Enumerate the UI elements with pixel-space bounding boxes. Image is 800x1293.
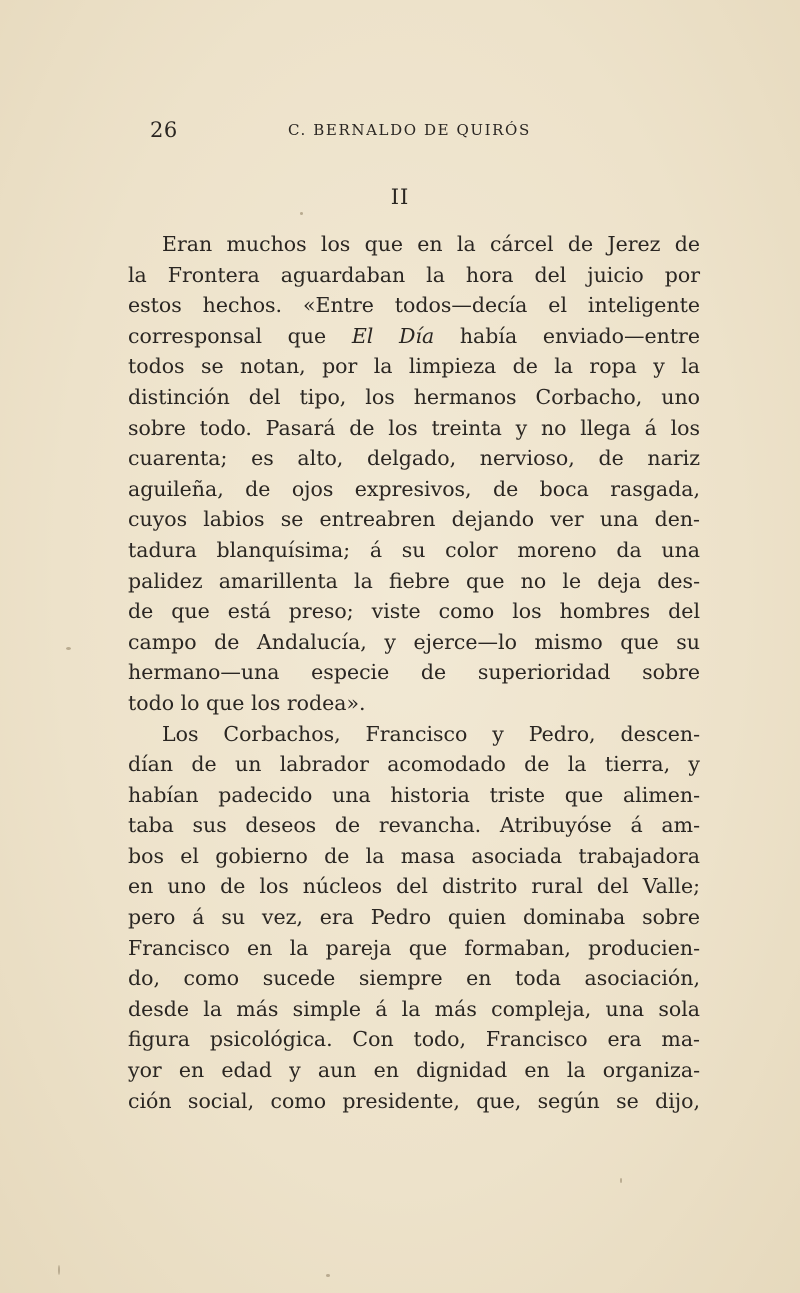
text-line: todos se notan, por la limpieza de la ropa y la — [128, 354, 700, 379]
paper-speck — [66, 647, 71, 650]
text-line: palidez amarillenta la fiebre que no le deja des- — [128, 568, 700, 593]
chapter-heading: II — [390, 185, 410, 209]
text-line: cuarenta; es alto, delgado, nervioso, de nariz — [128, 446, 700, 471]
text-line: de que está preso; viste como los hombres del — [128, 599, 700, 624]
text-line: habían padecido una historia triste que alimen- — [128, 782, 700, 807]
text-line: figura psicológica. Con todo, Francisco era ma- — [128, 1027, 700, 1052]
page-number: 26 — [150, 118, 178, 142]
body-text — [128, 229, 700, 1116]
text-line: tadura blanquísima; á su color moreno da una — [128, 537, 700, 562]
running-head: C. BERNALDO DE QUIRÓS — [288, 121, 531, 139]
text-line: la Frontera aguardaban la hora del juicio por — [128, 262, 700, 287]
paper-speck — [620, 1178, 622, 1183]
paper-speck — [300, 212, 303, 215]
text-line: pero á su vez, era Pedro quien dominaba sobre — [128, 905, 700, 930]
text-line: do, como sucede siempre en toda asociación, — [128, 966, 700, 991]
page-header — [150, 118, 650, 148]
text-segment: corresponsal que — [128, 323, 327, 348]
text-line: todo lo que los rodea». — [128, 690, 366, 715]
text-line: estos hechos. «Entre todos—decía el inteligente — [128, 293, 700, 318]
text-line: cuyos labios se entreabren dejando ver una den- — [128, 507, 700, 532]
text-line: hermano—una especie de superioridad sobre — [128, 660, 700, 685]
text-segment: había enviado—entre — [459, 323, 700, 348]
text-line: en uno de los núcleos del distrito rural del Valle; — [128, 874, 700, 899]
text-line: Francisco en la pareja que formaban, producien- — [128, 935, 700, 960]
text-line: dían de un labrador acomodado de la tierra, y — [128, 752, 700, 777]
text-line: Los Corbachos, Francisco y Pedro, descen- — [162, 721, 700, 746]
text-line: ción social, como presidente, que, según se dijo, — [128, 1088, 700, 1113]
text-line: desde la más simple á la más compleja, una sola — [128, 996, 700, 1021]
text-line: yor en edad y aun en dignidad en la organiza- — [128, 1058, 700, 1083]
text-line: bos el gobierno de la masa asociada trabajadora — [128, 843, 700, 868]
paper-speck — [58, 1265, 60, 1275]
text-line: aguileña, de ojos expresivos, de boca rasgada, — [128, 476, 700, 501]
text-line: distinción del tipo, los hermanos Corbacho, uno — [128, 384, 700, 409]
text-line: campo de Andalucía, y ejerce—lo mismo que su — [128, 629, 700, 654]
paper-speck — [326, 1274, 330, 1277]
text-line: taba sus deseos de revancha. Atribuyóse á am- — [128, 813, 700, 838]
text-line: Eran muchos los que en la cárcel de Jerez de — [162, 232, 700, 256]
text-line: sobre todo. Pasará de los treinta y no llega á los — [128, 415, 700, 440]
newspaper-title: El Día — [351, 323, 435, 348]
text-line — [128, 321, 700, 352]
